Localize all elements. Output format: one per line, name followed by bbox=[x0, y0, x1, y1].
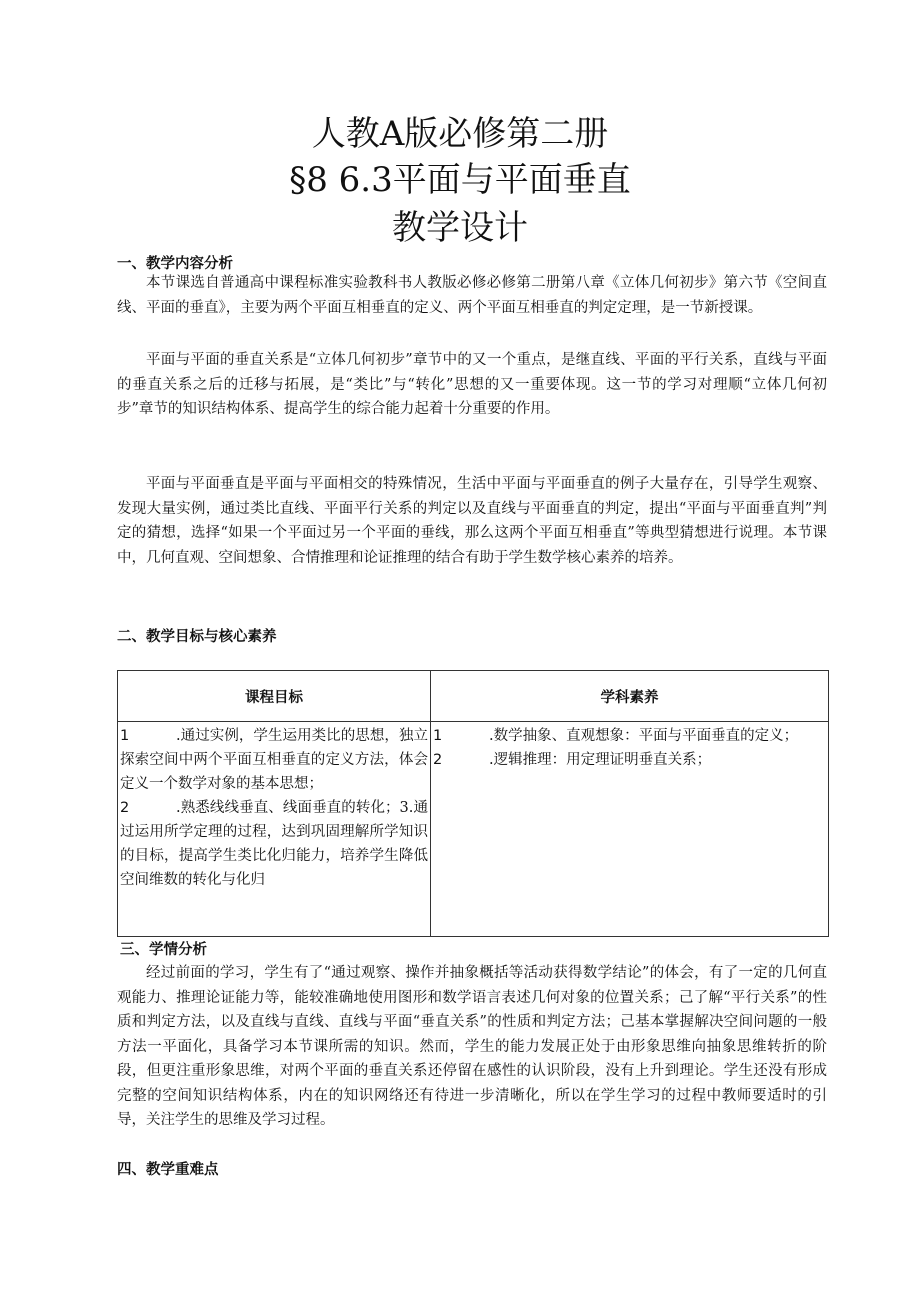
course-goal-item-1: 1 .通过实例，学生运用类比的思想，独立探索空间中两个平面互相垂直的定义方法，体会定义一个数学对象的基本思想； bbox=[120, 728, 428, 792]
section3-heading: 三、学情分析 bbox=[120, 942, 207, 958]
subject-literacy-cell bbox=[431, 722, 829, 937]
doc-title-line3: 教学设计 bbox=[392, 208, 528, 248]
section3-para1: 经过前面的学习，学生有了“通过观察、操作并抽象概括等活动获得数学结论”的体会，有了一定的几何直观能力、推理论证能力等，能较准确地使用图形和数学语言表述几何对象的位置关系；己了解“平行关系”的性质和判定方法，以及直线与直线、直线与平面“垂直关系”的性质和判定方法；己基本掌握解决空间问题的一般方法一平面化，具备学习本节课所需的知识。然而，学生的能力发展正处于由形象思维向抽象思维转折的阶段，但更注重形象思维，对两个平面的垂直关系还停留在感性的认识阶段，没有上升到理论。学生还没有形成完整的空间知识结构体系，内在的知识网络还有待进一步清晰化，所以在学生学习的过程中教师要适时的引导，关注学生的思维及学习过程。 bbox=[117, 965, 827, 1128]
literacy-item-1: 1 .数学抽象、直观想象：平面与平面垂直的定义； bbox=[433, 728, 799, 744]
course-goals-cell bbox=[118, 722, 431, 937]
section2-heading: 二、教学目标与核心素养 bbox=[117, 629, 277, 645]
goals-table-header-row bbox=[118, 671, 829, 722]
col-subject-literacy-header: 学科素养 bbox=[431, 671, 829, 722]
goals-table-body-row bbox=[118, 722, 829, 937]
doc-title-line2: §8 6.3平面与平面垂直 bbox=[289, 160, 631, 200]
doc-title-line1: 人教A版必修第二册 bbox=[311, 114, 609, 154]
section4-heading: 四、教学重难点 bbox=[117, 1162, 219, 1178]
literacy-item-2: 2 .逻辑推理：用定理证明垂直关系； bbox=[433, 752, 712, 768]
section1-para3: 平面与平面垂直是平面与平面相交的特殊情况，生活中平面与平面垂直的例子大量存在，引导学生观察、发现大量实例，通过类比直线、平面平行关系的判定以及直线与平面垂直的判定，提出“平面与平面垂直判”判定的猜想，选择“如果一个平面过另一个平面的垂线，那么这两个平面互相垂直”等典型猜想进行说理。本节课中，几何直观、空间想象、合情推理和论证推理的结合有助于学生数学核心素养的培养。 bbox=[117, 476, 827, 566]
course-goal-item-2: 2 .熟悉线线垂直、线面垂直的转化；3.通过运用所学定理的过程，达到巩固理解所学知识的目标，提高学生类比化归能力，培养学生降低空间维数的转化与化归 bbox=[120, 800, 428, 888]
section1-para1: 本节课选自普通高中课程标准实验教科书人教版必修必修第二册第八章《立体几何初步》第六节《空间直线、平面的垂直》，主要为两个平面互相垂直的定义、两个平面互相垂直的判定定理，是一节新授课。 bbox=[117, 275, 827, 316]
col-course-goals-header: 课程目标 bbox=[118, 671, 431, 722]
section1-para2: 平面与平面的垂直关系是“立体几何初步”章节中的又一个重点，是继直线、平面的平行关系，直线与平面的垂直关系之后的迁移与拓展，是“类比”与“转化”思想的又一重要体现。这一节的学习对理顺“立体几何初步”章节的知识结构体系、提高学生的综合能力起着十分重要的作用。 bbox=[117, 352, 827, 417]
goals-table bbox=[117, 670, 829, 937]
section1-heading: 一、教学内容分析 bbox=[117, 256, 233, 272]
